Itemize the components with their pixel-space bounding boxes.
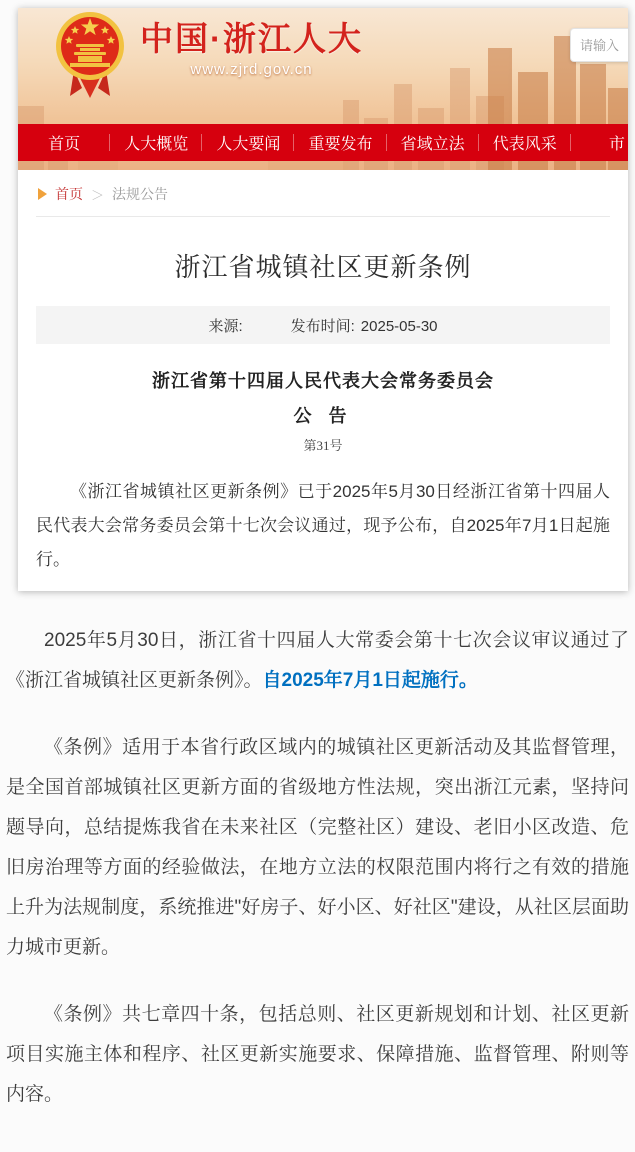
paragraph-text: 2025年5月30日，浙江省十四届人大常委会第十七次会议审议通过了《浙江省城镇社区更新条例》。: [6, 630, 629, 691]
announcement-title: 公 告: [293, 406, 353, 426]
site-logo[interactable]: [54, 8, 363, 100]
breadcrumb: [36, 170, 610, 217]
nav-item-legislation[interactable]: 省域立法: [387, 124, 479, 161]
nav-item-clipped[interactable]: 市: [608, 136, 625, 153]
meta-source-label: 来源:: [208, 317, 243, 335]
nav-item-deputies[interactable]: 代表风采: [479, 124, 571, 161]
meta-publish-time: [291, 315, 438, 336]
paragraph-highlight: 自2025年7月1日起施行。: [262, 670, 478, 691]
paragraph-text: 《条例》共七章四十条，包括总则、社区更新规划和计划、社区更新项目实施主体和程序、社区更新实施要求、保障措施、监督管理、附则等内容。: [6, 1004, 629, 1105]
nav-item-news[interactable]: 人大要闻: [202, 124, 294, 161]
chevron-right-icon: ＞: [91, 187, 105, 203]
breadcrumb-home[interactable]: 首页: [55, 186, 83, 202]
card-content: [18, 170, 628, 591]
meta-publish-date: 2025-05-30: [360, 317, 438, 335]
paragraph-text: 《条例》适用于本省行政区域内的城镇社区更新活动及其监督管理，是全国首部城镇社区更新方面的省级地方性法规，突出浙江元素，坚持问题导向，总结提炼我省在未来社区（完整社区）建设、老旧小区改造、危旧房治理等方面的经验做法，在地方立法的权限范围内将行之有效的措施上升为法规制度，系统推进"好房子、好小区、好社区"建设，从社区层面助力城市更新。: [6, 737, 629, 958]
paragraph: [6, 621, 629, 701]
page: [0, 8, 635, 1152]
search-input[interactable]: [570, 28, 628, 62]
site-url: www.zjrd.gov.cn: [190, 61, 313, 78]
site-title[interactable]: 中国·浙江人大: [140, 20, 363, 57]
national-emblem-icon: [54, 8, 126, 100]
announcement-body: 《浙江省城镇社区更新条例》已于2025年5月30日经浙江省第十四届人民代表大会常务委员会第十七次会议通过，现予公布，自2025年7月1日起施行。: [36, 482, 610, 569]
nav-item-releases[interactable]: 重要发布: [294, 124, 386, 161]
site-title-block: [140, 20, 363, 78]
announcement-org: 浙江省第十四届人民代表大会常务委员会: [152, 371, 494, 391]
article-title: 浙江省城镇社区更新条例: [174, 252, 472, 282]
nav-item-overview[interactable]: 人大概览: [110, 124, 202, 161]
article-body: [0, 591, 635, 1152]
main-nav: [18, 124, 628, 161]
breadcrumb-current: 法规公告: [112, 186, 169, 202]
article-meta-bar: [36, 306, 610, 344]
meta-time-label: 发布时间:: [290, 317, 355, 335]
triangle-right-icon: [38, 188, 47, 200]
paragraph: [6, 728, 629, 968]
site-banner: [18, 8, 628, 170]
site-card: [18, 8, 628, 591]
paragraph: [6, 995, 629, 1115]
nav-item-home[interactable]: 首页: [18, 124, 110, 161]
announcement-number: 第31号: [303, 438, 343, 453]
